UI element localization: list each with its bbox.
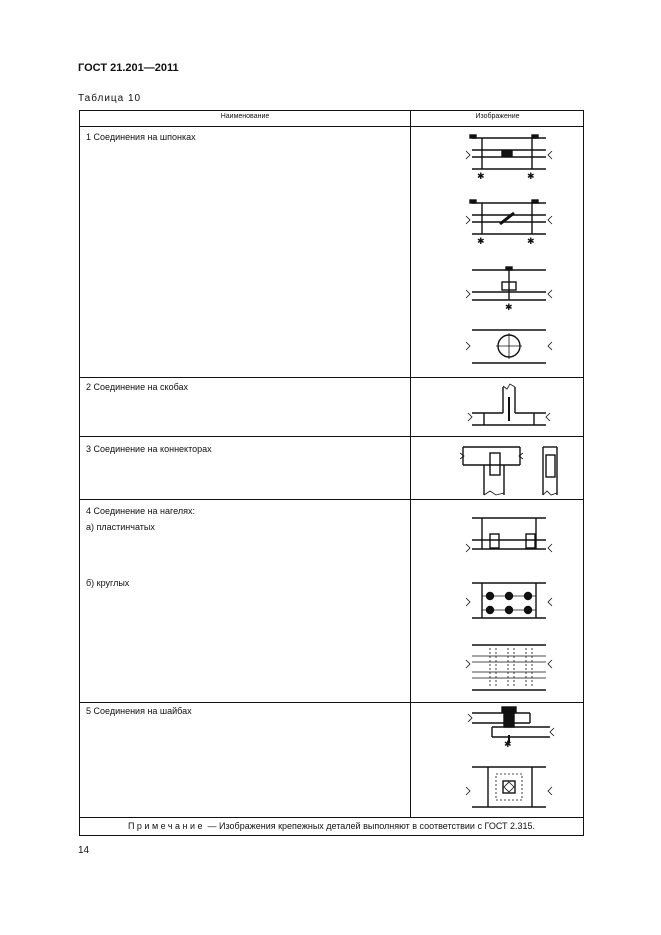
staple-joint-figure [466, 383, 556, 433]
round-dowel-joint-figure-2 [466, 642, 556, 697]
svg-text:✱: ✱ [527, 171, 535, 181]
row-4-sub-a: а) пластинчатых [86, 522, 155, 532]
table-caption: Таблица 10 [78, 93, 142, 104]
key-joint-figure-1 [466, 132, 556, 182]
key-joint-figure-3 [466, 264, 556, 314]
row-divider [80, 436, 583, 437]
row-2-name: 2 Соединение на скобах [86, 382, 189, 392]
table-note [80, 821, 583, 831]
row-divider [80, 702, 583, 703]
column-divider [410, 111, 411, 817]
row-5-name: 5 Соединения на шайбах [86, 706, 192, 716]
key-joint-figure-2 [466, 197, 556, 247]
row-4-name: 4 Соединение на нагелях: [86, 506, 195, 516]
connector-joint-figure-2 [535, 443, 565, 498]
note-label: Примечание [127, 821, 206, 831]
header-name: Наименование [220, 113, 270, 120]
row-divider [80, 499, 583, 500]
row-divider [80, 377, 583, 378]
table-10 [79, 110, 584, 836]
round-dowel-joint-figure-1 [466, 580, 556, 625]
svg-text:✱: ✱ [527, 236, 535, 246]
plate-dowel-joint-figure [466, 514, 556, 564]
header-image: Изображение [475, 113, 520, 120]
row-1-name: 1 Соединения на шпонках [86, 132, 196, 142]
svg-text:✱: ✱ [504, 739, 512, 749]
svg-text:✱: ✱ [477, 236, 485, 246]
washer-joint-figure-1 [466, 705, 556, 750]
svg-text:✱: ✱ [505, 302, 513, 312]
connector-joint-figure-1 [460, 443, 530, 498]
washer-joint-figure-2 [466, 765, 556, 810]
page-number: 14 [78, 845, 90, 856]
document-code: ГОСТ 21.201—2011 [78, 62, 179, 74]
row-4-sub-b: б) круглых [86, 578, 130, 588]
note-text: — Изображения крепежных деталей выполняют в соответствии с ГОСТ 2.315. [205, 821, 536, 831]
row-divider [80, 817, 583, 818]
row-3-name: 3 Соединение на коннекторах [86, 444, 212, 454]
svg-text:✱: ✱ [477, 171, 485, 181]
key-joint-figure-4 [466, 327, 556, 367]
header-divider [80, 126, 583, 127]
